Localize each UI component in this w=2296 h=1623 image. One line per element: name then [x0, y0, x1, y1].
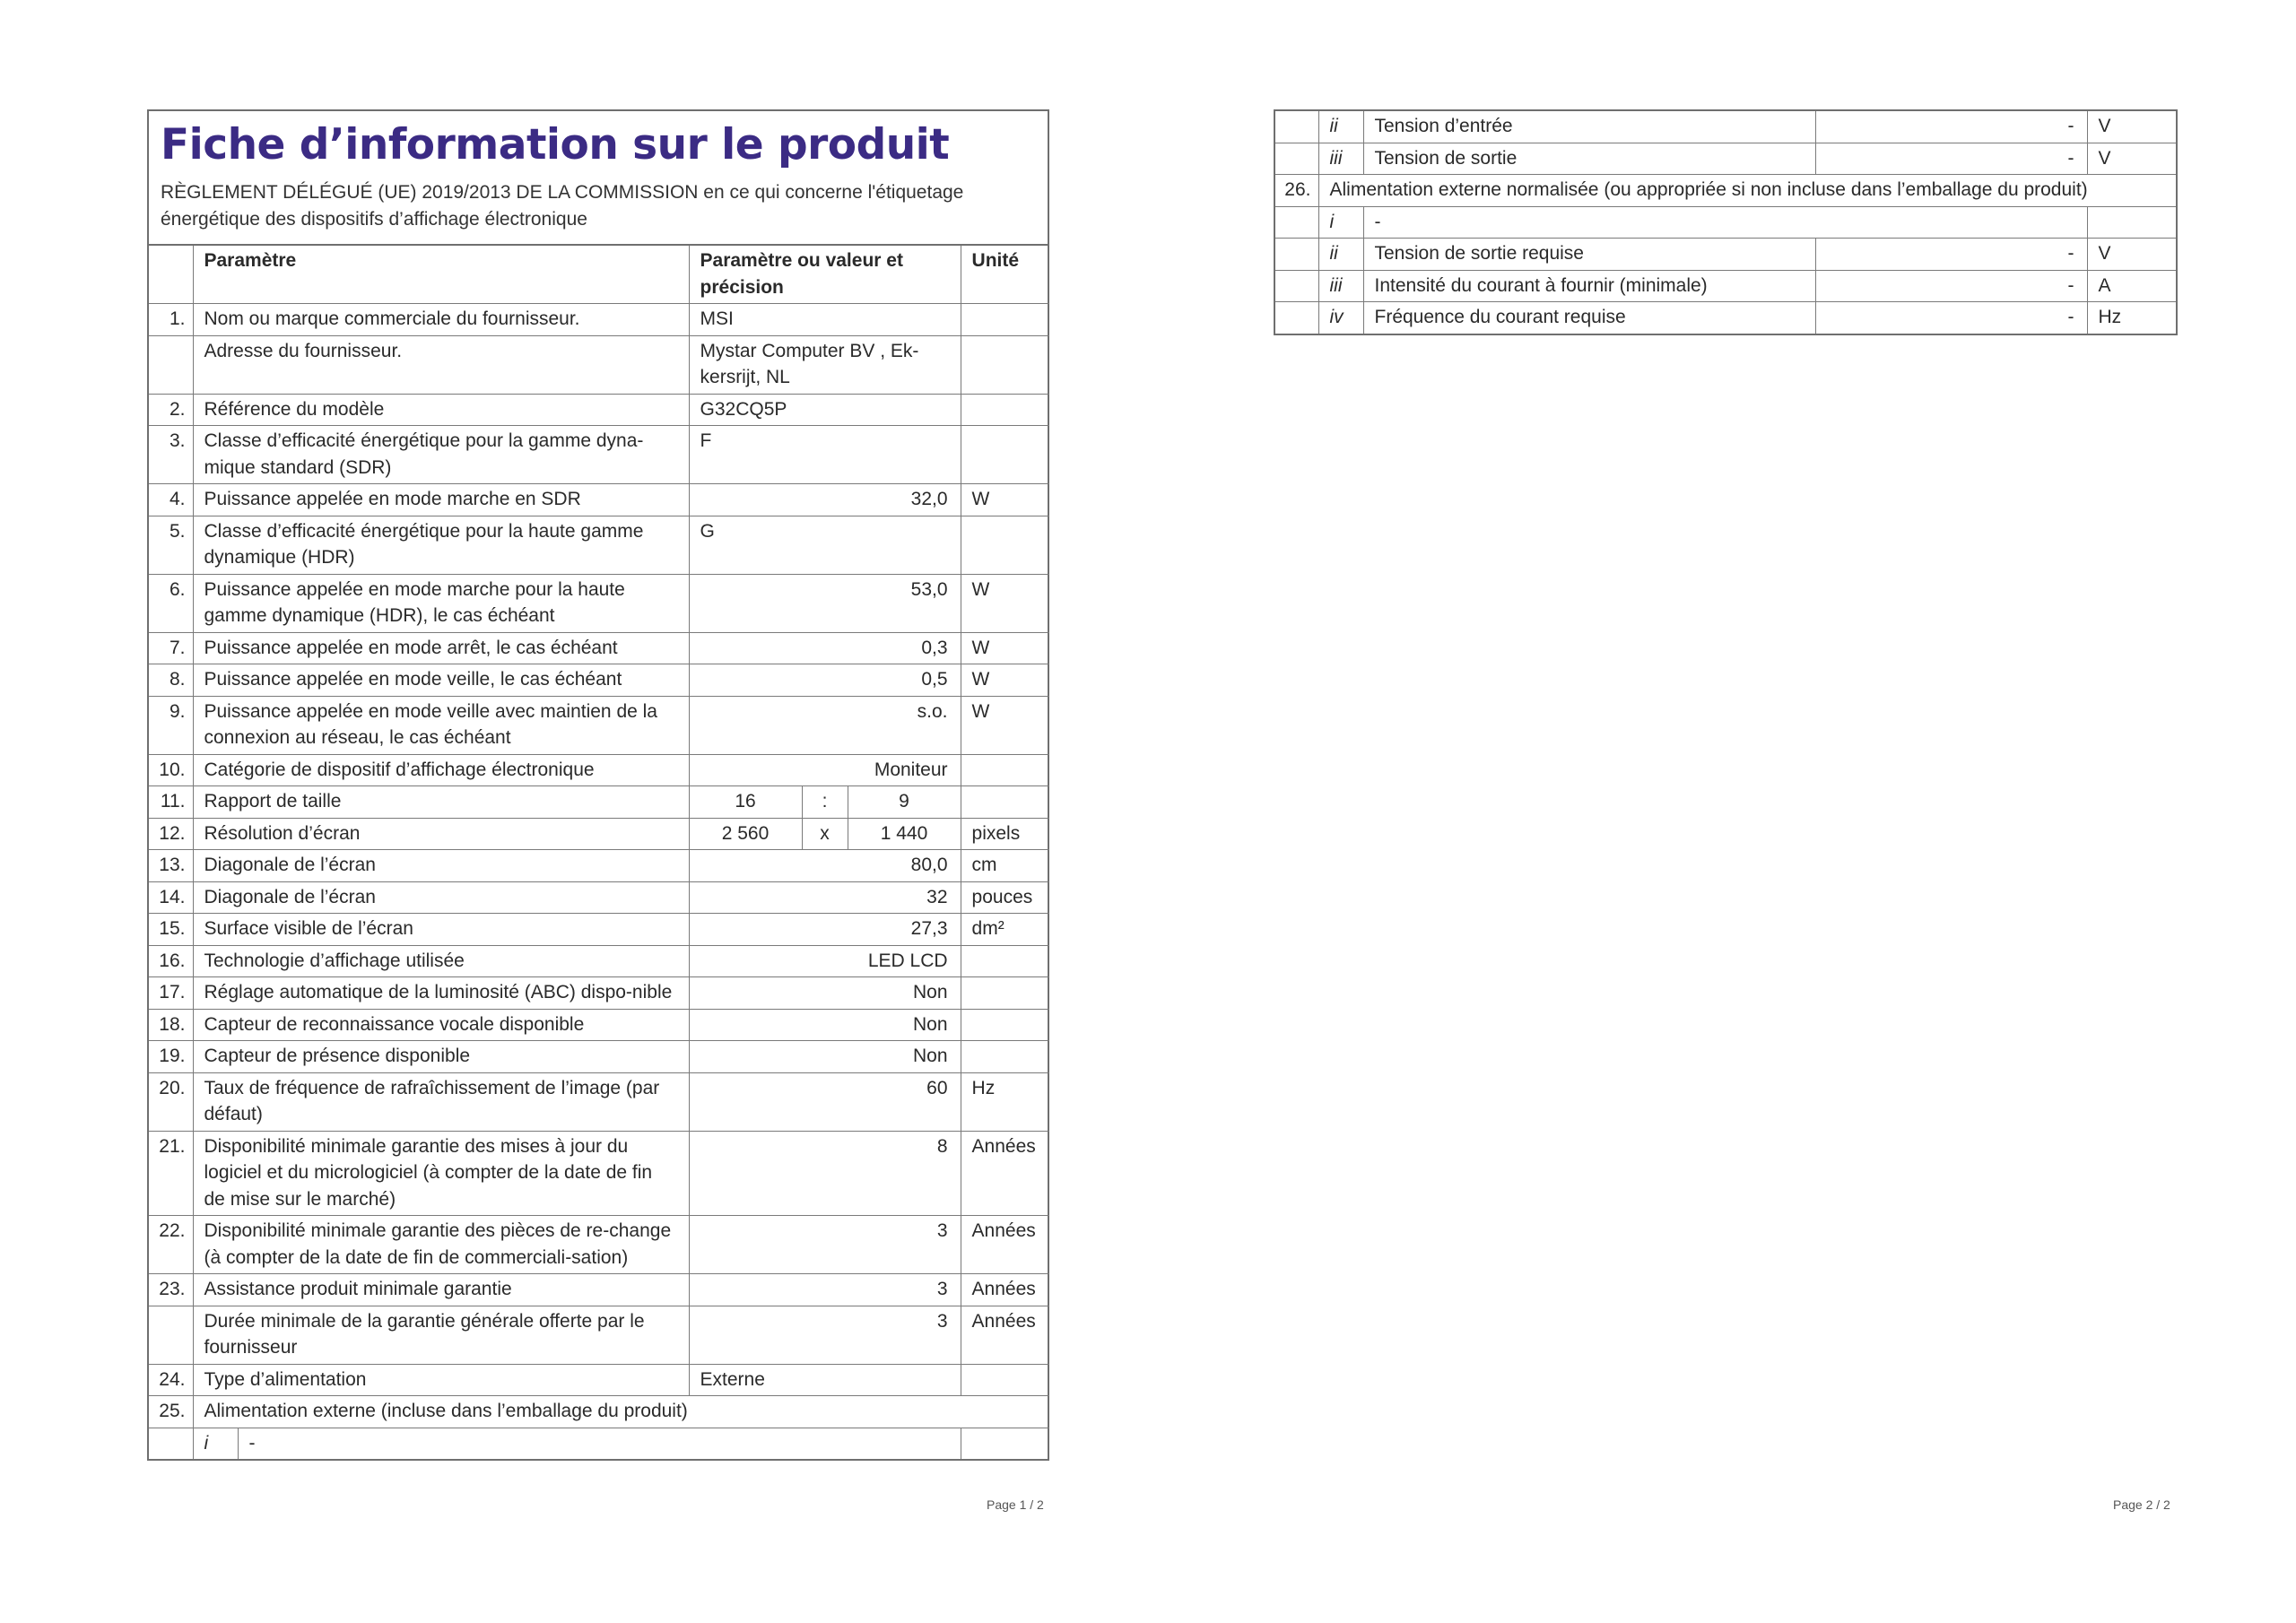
row-value: -	[238, 1428, 961, 1459]
row-unit	[961, 304, 1049, 336]
row-number: 13.	[149, 850, 193, 882]
table-row	[149, 1274, 1049, 1306]
row-parameter: Puissance appelée en mode marche pour la haute gamme dynamique (HDR), le cas échéant	[193, 574, 689, 632]
row-unit: Années	[961, 1131, 1049, 1216]
row-parameter: Classe d’efficacité énergétique pour la gamme dyna-mique standard (SDR)	[193, 426, 689, 484]
table-row	[149, 1216, 1049, 1274]
row-value: Mystar Computer BV , Ek-kersrijt, NL	[689, 335, 961, 394]
row-value: 0,3	[689, 632, 961, 664]
table-row	[149, 818, 1049, 850]
row-parameter: Adresse du fournisseur.	[193, 335, 689, 394]
row-value: F	[689, 426, 961, 484]
row-unit: pixels	[961, 818, 1049, 850]
row-value: -	[1815, 110, 2087, 143]
row-unit: W	[961, 664, 1049, 697]
row-value: Non	[689, 977, 961, 1010]
page-title: Fiche d’information sur le produit	[161, 120, 950, 169]
table-row	[149, 632, 1049, 664]
row-parameter: Diagonale de l’écran	[193, 850, 689, 882]
row-number: 11.	[149, 786, 193, 819]
table-row-26	[1274, 175, 2177, 207]
header-value: Paramètre ou valeur et précision	[689, 246, 961, 304]
row-number	[149, 1428, 193, 1459]
row-number: 25.	[149, 1396, 193, 1428]
row-number: 15.	[149, 914, 193, 946]
row-value: -	[1815, 302, 2087, 334]
row-unit: pouces	[961, 881, 1049, 914]
row-unit	[961, 945, 1049, 977]
table-row	[149, 945, 1049, 977]
row-parameter: Capteur de présence disponible	[193, 1041, 689, 1073]
row-parameter: Tension de sortie	[1363, 143, 1815, 175]
row-parameter: Capteur de reconnaissance vocale disponible	[193, 1009, 689, 1041]
row-number: 10.	[149, 754, 193, 786]
page-1	[147, 109, 1049, 1461]
table-row	[149, 516, 1049, 574]
table-row-25	[149, 1396, 1049, 1428]
row-parameter: Disponibilité minimale garantie des pièces de re-change (à compter de la date de fin de commerciali-sation)	[193, 1216, 689, 1274]
table-row-26-i	[1274, 206, 2177, 239]
row-parameter: Technologie d’affichage utilisée	[193, 945, 689, 977]
table-row	[1274, 143, 2177, 175]
row-value: G32CQ5P	[689, 394, 961, 426]
row-number	[1274, 143, 1318, 175]
row-unit: V	[2087, 239, 2177, 271]
row-value: Non	[689, 1009, 961, 1041]
row-parameter: Classe d’efficacité énergétique pour la haute gamme dynamique (HDR)	[193, 516, 689, 574]
row-number: 14.	[149, 881, 193, 914]
table-row	[1274, 270, 2177, 302]
row-number: 5.	[149, 516, 193, 574]
row-number: 19.	[149, 1041, 193, 1073]
row-number: 3.	[149, 426, 193, 484]
row-value: 60	[689, 1072, 961, 1131]
row-roman: ii	[1318, 239, 1363, 271]
row-unit	[961, 1041, 1049, 1073]
row-number: 2.	[149, 394, 193, 426]
row-value: 3	[689, 1274, 961, 1306]
table-row	[1274, 239, 2177, 271]
row-unit: W	[961, 632, 1049, 664]
row-number: 17.	[149, 977, 193, 1010]
row-value: s.o.	[689, 696, 961, 754]
row-number: 16.	[149, 945, 193, 977]
row-roman: i	[1318, 206, 1363, 239]
table-row	[149, 1072, 1049, 1131]
row-number: 22.	[149, 1216, 193, 1274]
row-value-sep: :	[802, 786, 848, 819]
row-parameter: Puissance appelée en mode veille, le cas échéant	[193, 664, 689, 697]
row-parameter: Taux de fréquence de rafraîchissement de l’image (par défaut)	[193, 1072, 689, 1131]
row-parameter: Fréquence du courant requise	[1363, 302, 1815, 334]
table-row	[149, 426, 1049, 484]
table-row	[149, 1041, 1049, 1073]
row-unit: W	[961, 696, 1049, 754]
row-parameter: Résolution d’écran	[193, 818, 689, 850]
page-footer-1: Page 1 / 2	[987, 1497, 1044, 1512]
row-number	[149, 1306, 193, 1364]
row-unit: Années	[961, 1216, 1049, 1274]
row-value: 0,5	[689, 664, 961, 697]
table-row	[149, 1131, 1049, 1216]
row-value: -	[1815, 143, 2087, 175]
row-value: Non	[689, 1041, 961, 1073]
row-number: 6.	[149, 574, 193, 632]
row-parameter: Alimentation externe (incluse dans l’emballage du produit)	[193, 1396, 1049, 1428]
row-unit	[961, 516, 1049, 574]
table-header-row	[149, 246, 1049, 304]
table-row	[149, 914, 1049, 946]
row-unit: V	[2087, 143, 2177, 175]
row-value-sep: x	[802, 818, 848, 850]
row-number: 4.	[149, 484, 193, 516]
row-value: MSI	[689, 304, 961, 336]
row-roman: iv	[1318, 302, 1363, 334]
row-parameter: Alimentation externe normalisée (ou appropriée si non incluse dans l’emballage du produit)	[1318, 175, 2177, 207]
row-number: 8.	[149, 664, 193, 697]
row-parameter: Durée minimale de la garantie générale offerte par le fournisseur	[193, 1306, 689, 1364]
row-unit	[961, 335, 1049, 394]
table-row	[149, 1306, 1049, 1364]
page-2	[1274, 109, 2176, 335]
row-unit	[961, 1364, 1049, 1396]
row-parameter: Puissance appelée en mode marche en SDR	[193, 484, 689, 516]
row-parameter: Intensité du courant à fournir (minimale)	[1363, 270, 1815, 302]
parameter-table	[149, 246, 1049, 1459]
table-row	[149, 1009, 1049, 1041]
table-row	[149, 786, 1049, 819]
row-roman: iii	[1318, 270, 1363, 302]
row-parameter: Tension de sortie requise	[1363, 239, 1815, 271]
table-row	[149, 1364, 1049, 1396]
row-parameter: Assistance produit minimale garantie	[193, 1274, 689, 1306]
table-row-25-i	[149, 1428, 1049, 1459]
row-number: 9.	[149, 696, 193, 754]
row-parameter: Disponibilité minimale garantie des mises à jour du logiciel et du micrologiciel (à compter de la date de fin de mise sur le marché)	[193, 1131, 689, 1216]
table-row	[149, 754, 1049, 786]
row-number: 7.	[149, 632, 193, 664]
row-value: LED LCD	[689, 945, 961, 977]
title-block	[149, 111, 1048, 246]
table-row	[149, 696, 1049, 754]
row-number	[1274, 206, 1318, 239]
row-value-b: 1 440	[848, 818, 961, 850]
row-value-a: 2 560	[689, 818, 802, 850]
row-value: 8	[689, 1131, 961, 1216]
row-number: 18.	[149, 1009, 193, 1041]
row-parameter: Rapport de taille	[193, 786, 689, 819]
row-unit	[961, 977, 1049, 1010]
row-unit	[961, 1428, 1049, 1459]
header-unit: Unité	[961, 246, 1049, 304]
row-number	[1274, 239, 1318, 271]
row-unit: W	[961, 484, 1049, 516]
row-unit: A	[2087, 270, 2177, 302]
row-roman: iii	[1318, 143, 1363, 175]
table-row	[149, 850, 1049, 882]
row-parameter: Catégorie de dispositif d’affichage électronique	[193, 754, 689, 786]
row-parameter: Tension d’entrée	[1363, 110, 1815, 143]
row-number	[1274, 302, 1318, 334]
row-parameter: Surface visible de l’écran	[193, 914, 689, 946]
row-number: 26.	[1274, 175, 1318, 207]
power-supply-table	[1274, 109, 2178, 335]
row-unit: cm	[961, 850, 1049, 882]
row-value: Moniteur	[689, 754, 961, 786]
row-roman: i	[193, 1428, 238, 1459]
table-row	[149, 664, 1049, 697]
row-number: 12.	[149, 818, 193, 850]
row-parameter: Puissance appelée en mode arrêt, le cas échéant	[193, 632, 689, 664]
row-value: G	[689, 516, 961, 574]
row-number	[1274, 110, 1318, 143]
row-unit: V	[2087, 110, 2177, 143]
table-row	[149, 881, 1049, 914]
table-row	[149, 484, 1049, 516]
row-unit: dm²	[961, 914, 1049, 946]
row-unit: Hz	[2087, 302, 2177, 334]
table-row	[1274, 110, 2177, 143]
row-parameter: Diagonale de l’écran	[193, 881, 689, 914]
row-parameter: Réglage automatique de la luminosité (ABC) dispo-nible	[193, 977, 689, 1010]
row-value: -	[1363, 206, 2087, 239]
row-value: 3	[689, 1306, 961, 1364]
row-unit: Années	[961, 1274, 1049, 1306]
row-number: 20.	[149, 1072, 193, 1131]
row-unit: Hz	[961, 1072, 1049, 1131]
row-value-b: 9	[848, 786, 961, 819]
product-info-sheet	[147, 109, 1049, 1461]
page-footer-2: Page 2 / 2	[2113, 1497, 2170, 1512]
row-unit	[961, 394, 1049, 426]
row-number: 24.	[149, 1364, 193, 1396]
header-num-cell	[149, 246, 193, 304]
row-value: 80,0	[689, 850, 961, 882]
table-row	[1274, 302, 2177, 334]
regulation-text: RÈGLEMENT DÉLÉGUÉ (UE) 2019/2013 DE LA COMMISSION en ce qui concerne l'étiquetage énergétique des dispositifs d’affichage électronique	[161, 182, 964, 230]
row-unit	[961, 754, 1049, 786]
row-parameter: Nom ou marque commerciale du fournisseur.	[193, 304, 689, 336]
row-value: 3	[689, 1216, 961, 1274]
row-value-a: 16	[689, 786, 802, 819]
row-parameter: Type d’alimentation	[193, 1364, 689, 1396]
row-unit: W	[961, 574, 1049, 632]
row-parameter: Puissance appelée en mode veille avec maintien de la connexion au réseau, le cas échéant	[193, 696, 689, 754]
row-number	[149, 335, 193, 394]
row-number: 21.	[149, 1131, 193, 1216]
row-unit	[961, 1009, 1049, 1041]
row-number: 23.	[149, 1274, 193, 1306]
row-unit: Années	[961, 1306, 1049, 1364]
table-row	[149, 304, 1049, 336]
table-row	[149, 977, 1049, 1010]
row-number	[1274, 270, 1318, 302]
table-row	[149, 574, 1049, 632]
row-value: -	[1815, 239, 2087, 271]
row-value: 27,3	[689, 914, 961, 946]
header-param: Paramètre	[193, 246, 689, 304]
row-value: 53,0	[689, 574, 961, 632]
row-value: 32,0	[689, 484, 961, 516]
table-row	[149, 335, 1049, 394]
row-value: 32	[689, 881, 961, 914]
row-value: Externe	[689, 1364, 961, 1396]
row-unit	[961, 786, 1049, 819]
row-unit	[961, 426, 1049, 484]
row-value: -	[1815, 270, 2087, 302]
row-unit	[2087, 206, 2177, 239]
row-roman: ii	[1318, 110, 1363, 143]
row-number: 1.	[149, 304, 193, 336]
table-row	[149, 394, 1049, 426]
row-parameter: Référence du modèle	[193, 394, 689, 426]
